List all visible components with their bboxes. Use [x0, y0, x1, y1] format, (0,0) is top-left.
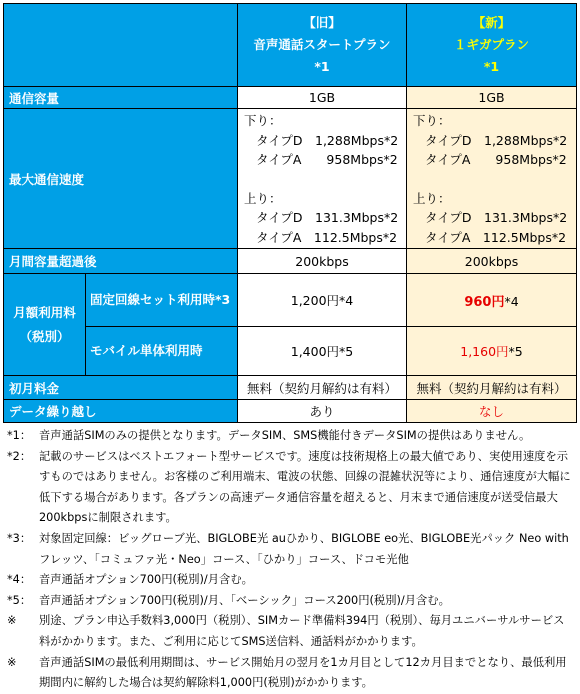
fixed-new-price: [407, 274, 577, 327]
mobile-new-price-note: *5: [508, 344, 523, 359]
old-plan-name: 音声通話スタートプラン: [253, 37, 391, 52]
capacity-new: 1GB: [407, 87, 577, 109]
plan-comparison-table: [3, 3, 577, 423]
footnote-text: 音声通話オプション700円(税別)/月、「ベーシック」コース200円(税別)/月含む。: [39, 593, 450, 607]
footnote: [7, 426, 575, 447]
over-new: 200kbps: [407, 249, 577, 274]
footnote-mark: *5：: [7, 593, 32, 607]
fixed-old-price: 1,200円*4: [238, 274, 407, 327]
fixed-line-label: 固定回線セット利用時*3: [86, 274, 238, 327]
carryover-label: データ繰り越し: [4, 400, 238, 423]
footnote-text: 音声通話SIMの最低利用期間は、サービス開始月の翌月を1カ月目として12カ月目までとなり、最低利用期間内に解約した場合は契約解除料1,000円(税別)がかかります。: [39, 655, 567, 690]
header-old-plan: [238, 4, 407, 87]
footnote-mark: *3：: [7, 531, 32, 545]
new-plan-note: *1: [483, 59, 500, 74]
speed-new-down-d: タイプD 1,288Mbps*2: [425, 132, 568, 148]
initial-new: 無料（契約月解約は有料）: [407, 376, 577, 400]
initial-old: 無料（契約月解約は有料）: [238, 376, 407, 400]
row-initial-fee: [4, 376, 577, 400]
speed-new-up-label: 上り：: [413, 190, 451, 206]
header-row: [4, 4, 577, 87]
old-plan-tag: 【旧】: [303, 15, 341, 30]
over-old: 200kbps: [238, 249, 407, 274]
speed-new-up-d: タイプD 131.3Mbps*2: [425, 210, 568, 225]
speed-old: [238, 109, 407, 249]
fixed-new-price-note: *4: [504, 293, 519, 309]
capacity-label: 通信容量: [4, 87, 238, 109]
speed-new-down-label: 下り：: [413, 113, 451, 128]
row-monthly-mobile: [4, 327, 577, 376]
speed-old-up-a: タイプA 112.5Mbps*2: [256, 229, 398, 245]
header-corner: [4, 4, 238, 87]
footnotes: [7, 426, 575, 694]
footnote: [7, 591, 575, 612]
row-carryover: [4, 400, 577, 423]
carryover-old: あり: [238, 400, 407, 423]
row-monthly-fixed: [4, 274, 577, 327]
row-speed: [4, 109, 577, 249]
footnote-text: 対象固定回線：ビッグローブ光、BIGLOBE光 auひかり、BIGLOBE eo光、BIGLOBE光パック Neo with フレッツ、「コミュファ光・Neo」コース、「ひかり」コース、ドコモ光他: [39, 531, 569, 566]
footnote: [7, 447, 575, 529]
mobile-only-label: モバイル単体利用時: [86, 327, 238, 376]
footnote: [7, 653, 575, 694]
speed-new-down-a: タイプA 958Mbps*2: [425, 152, 567, 167]
footnote-mark: ※: [7, 614, 17, 628]
footnote: [7, 570, 575, 591]
mobile-new-price-value: 1,160円: [460, 344, 509, 359]
fixed-new-price-value: 960円: [464, 294, 505, 310]
speed-old-up-label: 上り：: [244, 190, 282, 206]
row-capacity: [4, 87, 577, 109]
footnote-mark: ※: [7, 655, 17, 669]
speed-old-down-d: タイプD 1,288Mbps*2: [256, 132, 399, 148]
carryover-new: なし: [407, 400, 577, 423]
speed-label: 最大通信速度: [4, 109, 238, 249]
speed-old-down-label: 下り：: [244, 113, 282, 128]
old-plan-note: *1: [314, 59, 330, 74]
mobile-new-price: [407, 327, 577, 376]
footnote-mark: *4：: [7, 573, 32, 587]
row-over-limit: [4, 249, 577, 274]
capacity-old: 1GB: [238, 87, 407, 109]
over-label: 月間容量超過後: [4, 249, 238, 274]
initial-label: 初月料金: [4, 376, 238, 400]
speed-new-up-a: タイプA 112.5Mbps*2: [425, 229, 567, 245]
footnote-mark: *2：: [7, 449, 32, 463]
monthly-label-line2: （税別）: [19, 328, 70, 344]
footnote-text: 記載のサービスはベストエフォート型サービスです。速度は技術規格上の最大値であり、実使用速度を示すものではありません。お客様のご利用端末、電波の状態、回線の混雑状況等により、通信速度が大幅に低下する場合があります。各プランの高速データ通信容量を超えると、月末まで通信速度が送受信最大200kbpsに制限されます。: [39, 449, 571, 525]
footnote: [7, 611, 575, 652]
header-new-plan: [407, 4, 577, 87]
footnote-text: 別途、プラン申込手数料3,000円（税別）、SIMカード準備料394円（税別）、毎月ユニバーサルサービス料がかかります。また、ご利用に応じてSMS送信料、通話料がかかります。: [39, 614, 565, 648]
new-plan-name: １ギガプラン: [453, 37, 529, 52]
footnote-text: 音声通話オプション700円(税別)/月含む。: [39, 573, 253, 587]
speed-old-up-d: タイプD 131.3Mbps*2: [256, 210, 399, 225]
speed-old-down-a: タイプA 958Mbps*2: [256, 152, 398, 167]
monthly-label-line1: 月額利用料: [13, 304, 76, 320]
speed-new: [407, 109, 577, 249]
monthly-label: [4, 274, 86, 376]
mobile-old-price: 1,400円*5: [238, 327, 407, 376]
footnote: [7, 529, 575, 570]
new-plan-tag: 【新】: [472, 15, 511, 30]
footnote-text: 音声通話SIMのみの提供となります。データSIM、SMS機能付きデータSIMの提供はありません。: [39, 429, 531, 442]
footnote-mark: *1：: [7, 429, 32, 442]
